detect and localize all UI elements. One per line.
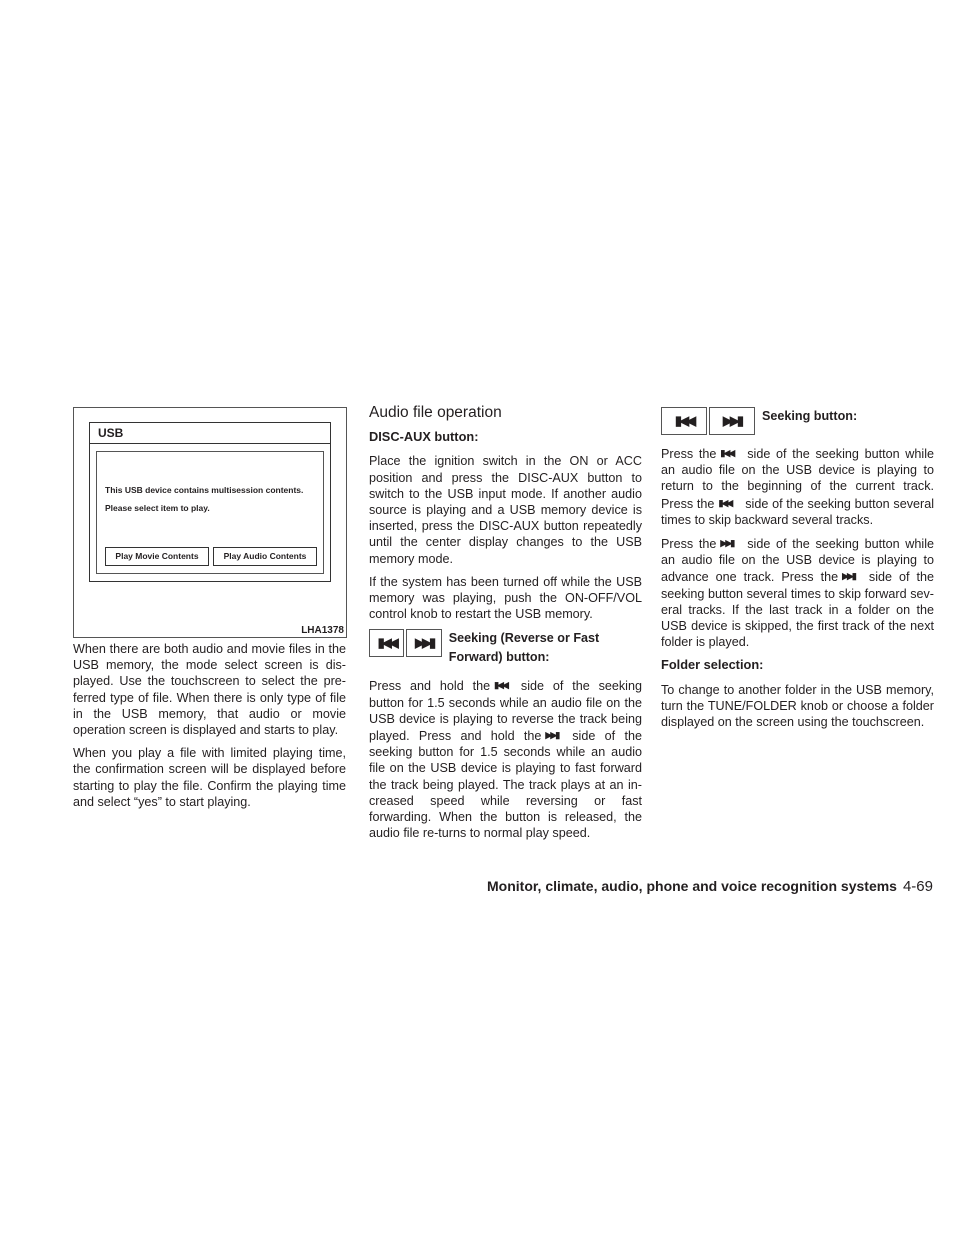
- subheading: Folder selection:: [661, 657, 764, 673]
- play-audio-button[interactable]: Play Audio Contents: [213, 547, 317, 566]
- text: side of the seeking button while an audio file on the USB device is playing to advance one track. Press the: [661, 537, 935, 585]
- paragraph: Place the ignition switch in the ON or ACC position and press the DISC-AUX button to switch to the USB input mode. If another audio source is playing and a USB memory device is inserted, press the DISC-AUX button repeatedly until the center display changes to the USB memory mode.: [369, 454, 642, 566]
- paragraph: When you play a file with limited playing time, the confirmation screen will be displayed before starting to play the file. Confirm the playing time and select “yes” to start playing.: [73, 746, 346, 809]
- play-movie-button[interactable]: Play Movie Contents: [105, 547, 209, 566]
- text: side of the seeking button for 1.5 seconds while an audio file on the USB device is playing to fast forward the track being played. The track plays at an in-creased speed while reversing or fast forwarding. When the button is released, the audio file re-turns to normal play speed.: [369, 729, 642, 841]
- section-title: Monitor, climate, audio, phone and voice recognition systems: [487, 878, 897, 894]
- subheading: DISC-AUX button:: [369, 429, 479, 445]
- next-track-icon: ▶▶▮: [545, 730, 559, 741]
- usb-screen: [89, 422, 331, 582]
- paragraph: [369, 677, 642, 841]
- paragraph: To change to another folder in the USB memory, turn the TUNE/FOLDER knob or choose a folder displayed on the screen using the touchscreen.: [661, 682, 934, 730]
- previous-track-icon: ▮◀◀: [718, 497, 732, 508]
- column-3: [661, 405, 934, 737]
- message-line: Please select item to play.: [105, 503, 210, 513]
- subheading: Seeking button:: [762, 409, 858, 423]
- next-track-icon: ▶▶▮: [709, 407, 755, 435]
- previous-track-icon: ▮◀◀: [369, 629, 404, 657]
- text: side of the seeking button several times to skip backward several tracks.: [661, 496, 934, 527]
- subheading: Seeking (Reverse or Fast Forward) button:: [448, 631, 600, 665]
- text: Press and hold the: [369, 679, 491, 694]
- page-number: 4-69: [902, 878, 933, 895]
- seek-button-graphic: [661, 407, 934, 435]
- column-2: [369, 405, 642, 848]
- figure-id: LHA1378: [301, 625, 344, 636]
- next-track-icon: ▶▶▮: [720, 538, 734, 549]
- column-1: [73, 641, 346, 817]
- paragraph: If the system has been turned off while the USB memory was playing, push the ON-OFF/VOL control knob to restart the USB memory.: [369, 574, 642, 622]
- next-track-icon: ▶▶▮: [406, 629, 441, 657]
- usb-figure: [73, 407, 347, 638]
- text: side of the seeking button while an audio file on the USB device is playing to return to the beginning of the current track. Press the: [661, 447, 935, 511]
- message-line: This USB device contains multisession contents.: [105, 485, 304, 495]
- next-track-icon: ▶▶▮: [842, 571, 855, 582]
- text: Press the: [661, 447, 717, 461]
- previous-track-icon: ▮◀◀: [494, 680, 507, 691]
- section-heading: Audio file operation: [369, 404, 502, 421]
- previous-track-icon: ▮◀◀: [661, 407, 707, 435]
- message-panel: [96, 451, 324, 574]
- paragraph: When there are both audio and movie files in the USB memory, the mode select screen is dis-played. Use the touchscreen to select the pre-ferred type of file. When there is only type of file in the USB memory, that audio or movie operation screen is displayed and starts to play.: [73, 642, 346, 738]
- previous-track-icon: ▮◀◀: [720, 448, 734, 458]
- paragraph: [661, 445, 934, 528]
- page-footer: [487, 878, 933, 895]
- paragraph: [661, 535, 934, 650]
- text: side of the seeking button several times to skip forward sev-eral tracks. If the last track in a folder on the USB device is skipped, the first track of the next folder is played.: [661, 570, 934, 650]
- text: side of the seeking button for 1.5 seconds while an audio file on the USB device is playing to reverse the track being played. Press and hold the: [369, 679, 642, 744]
- text: Press the: [661, 537, 717, 552]
- screen-title: USB: [90, 423, 330, 444]
- seek-button-graphic: [369, 629, 642, 667]
